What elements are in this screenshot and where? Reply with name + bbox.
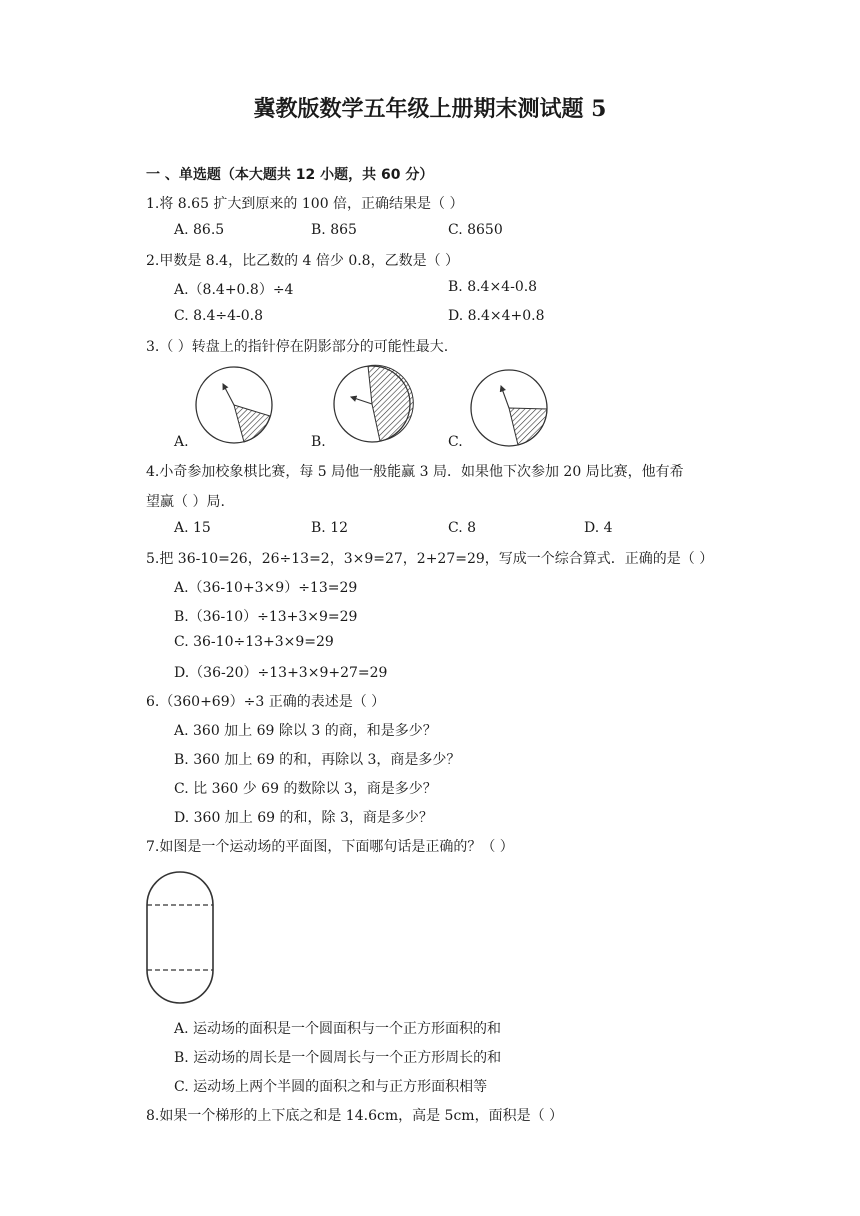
q1-option-b: B. 865 xyxy=(311,222,357,238)
q4-option-a: A. 15 xyxy=(174,520,211,536)
question-7: 7.如图是一个运动场的平面图，下面哪句话是正确的？（ ） xyxy=(146,839,514,855)
question-3: 3.（ ）转盘上的指针停在阴影部分的可能性最大. xyxy=(146,339,449,355)
question-6: 6.（360+69）÷3 正确的表述是（ ） xyxy=(146,694,386,710)
q4-option-c: C. 8 xyxy=(448,520,477,536)
q6-option-a: A. 360 加上 69 除以 3 的商，和是多少？ xyxy=(174,723,437,739)
q4-option-b: B. 12 xyxy=(311,520,349,536)
q3-option-b: B. xyxy=(311,434,326,450)
q1-option-c: C. 8650 xyxy=(448,222,503,238)
q7-option-a: A. 运动场的面积是一个圆面积与一个正方形面积的和 xyxy=(174,1021,502,1037)
q5-option-a: A.（36-10+3×9）÷13=29 xyxy=(174,580,358,596)
q7-option-b: B. 运动场的周长是一个圆周长与一个正方形周长的和 xyxy=(174,1050,502,1066)
question-1: 1.将 8.65 扩大到原来的 100 倍，正确结果是（ ） xyxy=(146,196,464,212)
spinner-b xyxy=(334,365,413,442)
q3-option-a: A. xyxy=(174,434,189,450)
q2-option-d: D. 8.4×4+0.8 xyxy=(448,308,545,324)
q7-option-c: C. 运动场上两个半圆的面积之和与正方形面积相等 xyxy=(174,1079,488,1095)
q6-option-b: B. 360 加上 69 的和，再除以 3，商是多少？ xyxy=(174,752,461,768)
question-2: 2.甲数是 8.4，比乙数的 4 倍少 0.8，乙数是（ ） xyxy=(146,253,460,269)
question-8: 8.如果一个梯形的上下底之和是 14.6cm，高是 5cm，面积是（ ） xyxy=(146,1108,564,1124)
question-5: 5.把 36-10=26，26÷13=2，3×9=27，2+27=29，写成一个综合算式．正确的是（ ） xyxy=(146,551,714,567)
q6-option-c: C. 比 360 少 69 的数除以 3，商是多少？ xyxy=(174,781,437,797)
spinner-a xyxy=(196,367,272,443)
q4-option-d: D. 4 xyxy=(584,520,613,536)
page-title: 冀教版数学五年级上册期末测试题 5 xyxy=(253,96,607,122)
q5-option-b: B.（36-10）÷13+3×9=29 xyxy=(174,609,358,625)
q5-option-c: C. 36-10÷13+3×9=29 xyxy=(174,634,334,650)
question-4-line2: 望赢（ ）局. xyxy=(146,494,225,510)
q1-option-a: A. 86.5 xyxy=(174,222,225,238)
q3-option-c: C. xyxy=(448,434,463,450)
section-heading: 一 、单选题（本大题共 12 小题，共 60 分） xyxy=(146,167,434,183)
q2-option-c: C. 8.4÷4-0.8 xyxy=(174,308,264,324)
stadium-figure xyxy=(147,872,213,1003)
spinner-c xyxy=(471,370,547,446)
question-4-line1: 4.小奇参加校象棋比赛，每 5 局他一般能赢 3 局．如果他下次参加 20 局比赛，他有希 xyxy=(146,464,684,480)
q6-option-d: D. 360 加上 69 的和，除 3，商是多少？ xyxy=(174,810,433,826)
q2-option-a: A.（8.4+0.8）÷4 xyxy=(174,282,294,298)
q5-option-d: D.（36-20）÷13+3×9+27=29 xyxy=(174,665,388,681)
q2-option-b: B. 8.4×4-0.8 xyxy=(448,279,538,295)
